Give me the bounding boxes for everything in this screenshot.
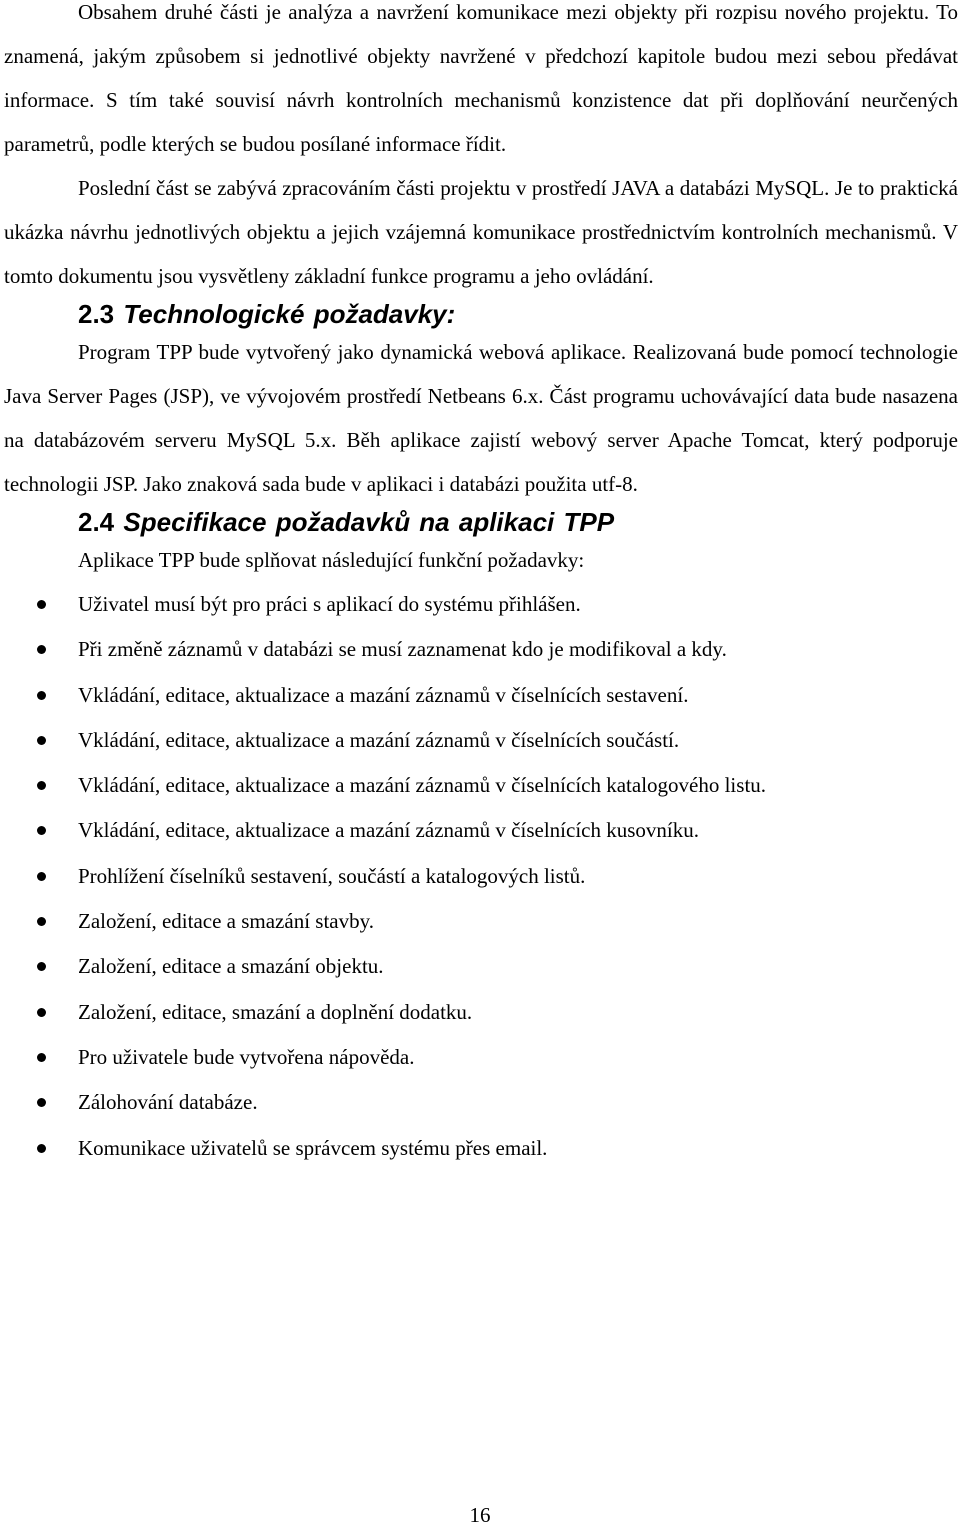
bullet-icon	[37, 917, 46, 926]
list-item	[4, 1080, 958, 1125]
bullet-icon	[37, 691, 46, 700]
list-item	[4, 582, 958, 627]
bullet-icon	[37, 600, 46, 609]
bullet-icon	[37, 781, 46, 790]
section-number: 2.4	[78, 507, 115, 537]
requirements-lead: Aplikace TPP bude splňovat následující funkční požadavky:	[78, 548, 585, 572]
list-item	[4, 718, 958, 763]
bullet-icon	[37, 736, 46, 745]
requirements-list	[4, 582, 958, 1171]
bullet-icon	[37, 872, 46, 881]
list-item	[4, 1035, 958, 1080]
technology-paragraph: Program TPP bude vytvořený jako dynamická webová aplikace. Realizovaná bude pomocí technologie Java Server Pages (JSP), ve vývojovém prostředí Netbeans 6.x. Část programu uchovávající data bude nasazena na databázovém serveru MySQL 5.x. Běh aplikace zajistí webový server Apache Tomcat, který podporuje technologii JSP. Jako znaková sada bude v aplikaci i databázi použita utf-8.	[4, 340, 958, 496]
list-item	[4, 944, 958, 989]
section-title: Specifikace požadavků na aplikaci TPP	[123, 507, 615, 537]
section-title: Technologické požadavky:	[123, 299, 456, 329]
list-item-text: Prohlížení číselníků sestavení, součástí a katalogových listů.	[78, 863, 586, 888]
bullet-icon	[37, 826, 46, 835]
bullet-icon	[37, 645, 46, 654]
list-item-text: Při změně záznamů v databázi se musí zaznamenat kdo je modifikoval a kdy.	[78, 637, 727, 662]
bullet-icon	[37, 962, 46, 971]
intro-paragraph: Obsahem druhé části je analýza a navržení komunikace mezi objekty při rozpisu nového projektu. To znamená, jakým způsobem si jednotlivé objekty navržené v předchozí kapitole budou mezi sebou předávat informace. S tím také souvisí návrh kontrolních mechanismů konzistence dat při doplňování neurčených parametrů, podle kterých se budou posílané informace řídit.	[4, 0, 958, 156]
document-page	[4, 0, 958, 1171]
list-item	[4, 990, 958, 1035]
list-item-text: Založení, editace a smazání objektu.	[78, 954, 384, 979]
bullet-icon	[37, 1098, 46, 1107]
list-item-text: Založení, editace, smazání a doplnění dodatku.	[78, 999, 473, 1024]
page-number: 16	[469, 1503, 491, 1527]
section-heading-2-4	[4, 506, 958, 538]
list-item-text: Založení, editace a smazání stavby.	[78, 909, 374, 934]
list-item-text: Uživatel musí být pro práci s aplikací do systému přihlášen.	[78, 592, 581, 616]
list-item	[4, 673, 958, 718]
list-item	[4, 899, 958, 944]
list-item-text: Komunikace uživatelů se správcem systému přes email.	[78, 1135, 548, 1160]
bullet-icon	[37, 1144, 46, 1153]
list-item-text: Vkládání, editace, aktualizace a mazání záznamů v číselnících součástí.	[78, 727, 680, 752]
list-item	[4, 627, 958, 672]
list-item-text: Vkládání, editace, aktualizace a mazání záznamů v číselnících kusovníku.	[78, 818, 699, 843]
list-item-text: Vkládání, editace, aktualizace a mazání záznamů v číselnících katalogového listu.	[78, 773, 767, 798]
bullet-icon	[37, 1008, 46, 1017]
list-item-text: Zálohování databáze.	[78, 1090, 258, 1115]
list-item	[4, 1126, 958, 1171]
section-number: 2.3	[78, 299, 115, 329]
list-item	[4, 808, 958, 853]
bullet-icon	[37, 1053, 46, 1062]
list-item-text: Vkládání, editace, aktualizace a mazání záznamů v číselnících sestavení.	[78, 682, 689, 707]
list-item	[4, 763, 958, 808]
list-item	[4, 854, 958, 899]
second-paragraph: Poslední část se zabývá zpracováním části projektu v prostředí JAVA a databázi MySQL. Je to praktická ukázka návrhu jednotlivých objektu a jejich vzájemná komunikace prostřednictvím kontrolních mechanismů. V tomto dokumentu jsou vysvětleny základní funkce programu a jeho ovládání.	[4, 176, 958, 288]
section-heading-2-3	[4, 298, 958, 330]
list-item-text: Pro uživatele bude vytvořena nápověda.	[78, 1044, 415, 1069]
